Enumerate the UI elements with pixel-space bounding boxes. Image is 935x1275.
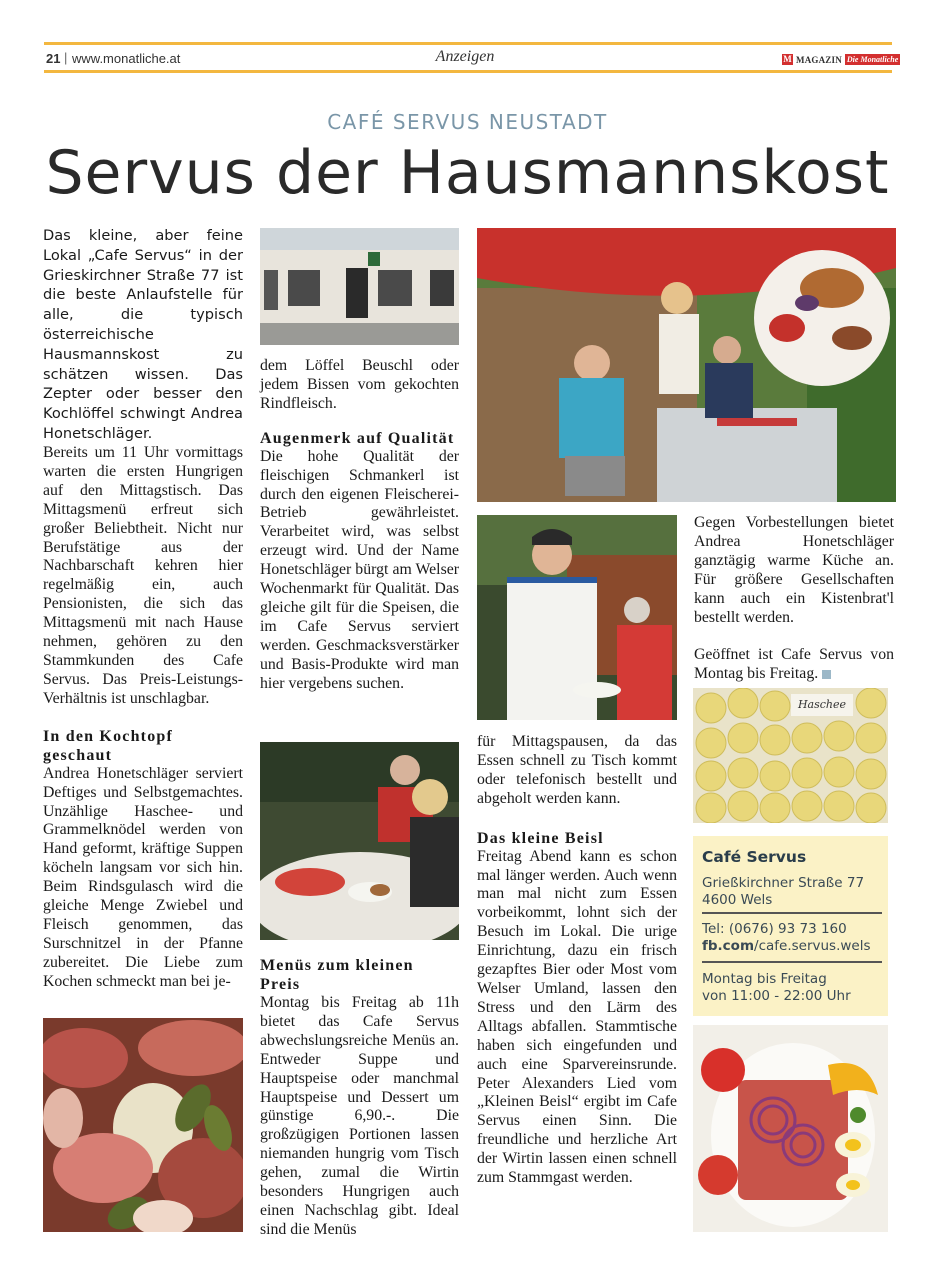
logo-magazin-text: MAGAZIN	[796, 54, 842, 65]
infobox-phone[interactable]: Tel: (0676) 93 73 160	[702, 921, 847, 937]
column-2-bottom	[260, 956, 459, 1240]
header-rule-bottom	[44, 70, 892, 73]
column-3	[477, 733, 677, 1188]
magazine-logo	[782, 54, 900, 65]
page-number: 21	[46, 51, 61, 66]
infobox-hours: von 11:00 - 22:00 Uhr	[702, 988, 851, 1004]
section-label: Anzeigen	[435, 48, 495, 65]
col2-heading-1: Augenmerk auf Qualität	[260, 429, 455, 447]
photo-charcuterie-platter	[43, 1018, 243, 1232]
article-title: Servus der Hausmannskost	[45, 138, 890, 208]
infobox-divider-2	[702, 961, 882, 963]
photo-storefront	[260, 228, 459, 345]
col1-heading: In den Kochtopf geschaut	[43, 727, 174, 764]
logo-m-icon: M	[783, 54, 792, 64]
col3-paragraph-2: Freitag Abend kann es schon mal länger werden. Auch wenn man mal nicht zum Essen vorbeikommt, lohnt sich der Besuch im Lokal. Die urige Einrichtung, dazu ein frisch gezapftes Bier oder Most vom Welser Umland, lassen den Stress und den Lärm des Alltags abfallen. Stammtische haben sich eingefunden und auch eine Sparvereinsrunde. Peter Alexanders Lied vom „Kleinen Beisl“ ergibt im Cafe Servus einen Sinn. Die freundliche und herzliche Art der Wirtin lassen einen schnell zum Stammgast werden.	[477, 847, 677, 1187]
column-1	[43, 444, 243, 992]
infobox-facebook-link[interactable]	[702, 938, 871, 954]
col1-paragraph-2: Andrea Honetschläger serviert Deftiges und Selbstgemachtes. Unzählige Haschee- und Grammelknödel werden von Hand geformt, kräftige Suppen köcheln langsam vor sich hin. Beim Rindsgulasch wird die gleiche Menge Zwiebel und Fleisch genommen, das Surschnitzel in der Pfanne zubereitet. Die Liebe zum Kochen schmeckt man bei je-	[43, 764, 243, 990]
infobox-divider-1	[702, 912, 882, 914]
infobox-city: 4600 Wels	[702, 892, 773, 908]
header-rule-top	[44, 42, 892, 45]
article-kicker: CAFÉ SERVUS NEUSTADT	[327, 110, 608, 134]
header-url[interactable]: www.monatliche.at	[72, 51, 181, 66]
logo-monatliche-text: Die Monatliche	[846, 55, 899, 64]
infobox-fb-path: /cafe.servus.wels	[754, 938, 871, 954]
infobox-street: Grießkirchner Straße 77	[702, 875, 865, 891]
col2-paragraph-1: dem Löffel Beuschl oder jedem Bissen vom gekochten Rindfleisch.	[260, 357, 459, 412]
end-square-icon	[822, 670, 831, 679]
column-4	[694, 514, 894, 684]
col2-heading-2: Menüs zum kleinen Preis	[260, 957, 414, 993]
infobox-fb-bold: fb.com	[702, 938, 755, 954]
header-separator: |	[64, 50, 68, 65]
dumplings-label: Haschee	[797, 698, 847, 711]
photo-dumplings	[693, 688, 888, 823]
col4-paragraph-2-text: Geöffnet ist Cafe Servus von Montag bis Freitag.	[694, 646, 894, 683]
col2-paragraph-2: Die hohe Qualität der fleischigen Schmankerl ist durch den eigenen Fleischerei-Betrieb gewährleistet. Verarbeitet wird, was selbst erzeugt wird. Und der Name Honetschläger bürgt am Welser Wochenmarkt für Qualität. Das gleiche gilt für die Speisen, die im Cafe Servus serviert werden. Geschmacksverstärker und Basis-Produkte wird man hier vergebens suchen.	[260, 447, 459, 692]
photo-chef	[477, 515, 677, 720]
photo-tartare-plate	[693, 1025, 888, 1232]
col2-paragraph-3: Montag bis Freitag ab 11h bietet das Cafe Servus abwechslungsreiche Menüs an. Entweder Suppe und Hauptspeise oder manchmal Hauptspeise und Dessert um günstige 6,90.-. Die großzügigen Portionen lassen niemanden hungrig vom Tisch gehen, zumal die Wirtin besonders Hungrigen auch einen Nachschlag gibt. Ideal sind die Menüs	[260, 994, 459, 1238]
col4-paragraph-1: Gegen Vorbestellungen bietet Andrea Honetschläger ganztägig warme Küche an. Für größere Gesellschaften kann auch ein Kistenbrat'l bestellt werden.	[694, 514, 894, 626]
infobox-days: Montag bis Freitag	[702, 971, 827, 987]
photo-guests-dining	[260, 742, 459, 940]
col1-paragraph-1: Bereits um 11 Uhr vormittags warten die ersten Hungrigen auf den Mittagstisch. Das Mittagsmenü erfreut sich großer Beliebtheit. Nicht nur Berufstätige aus der Nachbarschaft kehren hier regelmäßig ein, auch Pensionisten, die sich das Mittagsmenü mit nach Hause nehmen, gehören zu den Stammkunden des Cafe Servus. Das Preis-Leistungs-Verhältnis ist unschlagbar.	[43, 444, 243, 707]
col3-paragraph-1: für Mittagspausen, da das Essen schnell zu Tisch kommt oder telefonisch bestellt und abgeholt werden kann.	[477, 733, 677, 807]
col3-heading: Das kleine Beisl	[477, 829, 604, 847]
infobox-name: Café Servus	[702, 848, 807, 866]
photo-terrace-guests	[477, 228, 896, 502]
col4-paragraph-2	[694, 646, 894, 684]
article-intro: Das kleine, aber feine Lokal „Cafe Servus“ in der Grieskirchner Straße 77 ist die beste Anlaufstelle für alle, die typisch österreichische Hausmannskost zu schätzen wissen. Das Zepter oder besser den Kochlöffel schwingt Andrea Honetschläger.	[43, 227, 243, 442]
column-2-top	[260, 357, 459, 694]
